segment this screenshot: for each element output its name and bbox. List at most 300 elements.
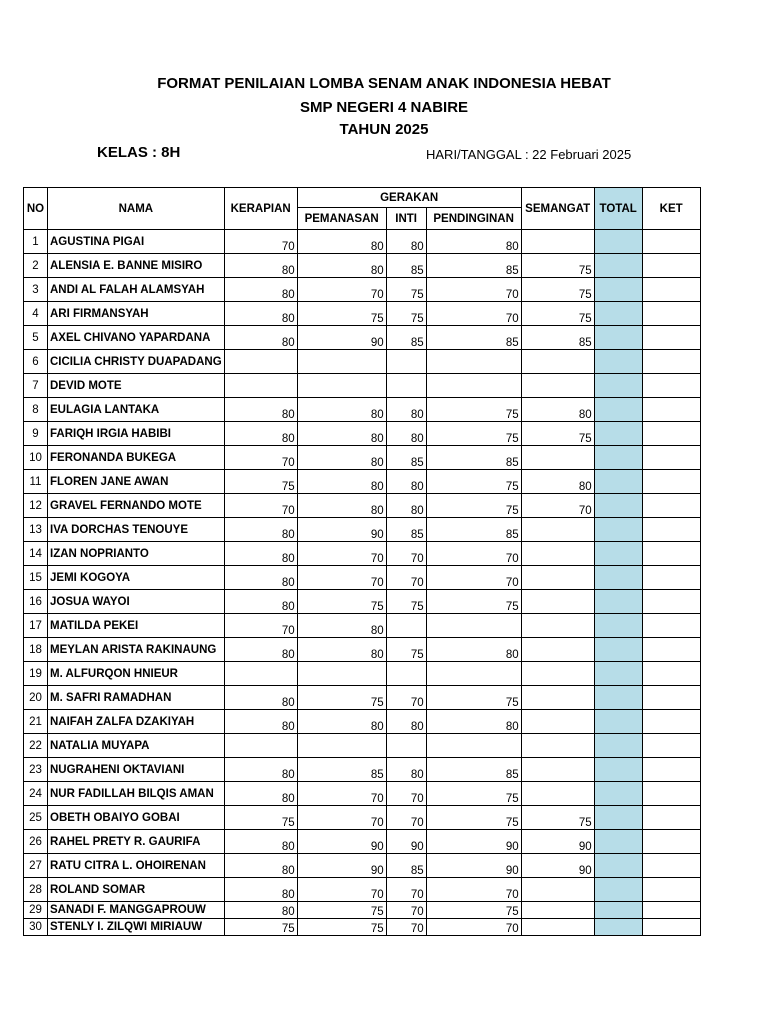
cell-kerapian: 80: [224, 590, 297, 614]
col-header-semangat: SEMANGAT: [521, 188, 594, 230]
cell-pemanasan: 80: [297, 254, 386, 278]
cell-kerapian: 80: [224, 878, 297, 902]
cell-no: 3: [24, 278, 48, 302]
cell-pemanasan: 90: [297, 854, 386, 878]
table-row: [24, 566, 701, 590]
cell-no: 16: [24, 590, 48, 614]
cell-semangat: [521, 614, 594, 638]
cell-inti: 70: [386, 878, 426, 902]
cell-pendinginan: 85: [426, 758, 521, 782]
cell-semangat: [521, 230, 594, 254]
table-row: [24, 374, 701, 398]
cell-pendinginan: 75: [426, 806, 521, 830]
cell-no: 2: [24, 254, 48, 278]
cell-semangat: [521, 782, 594, 806]
table-row: [24, 854, 701, 878]
cell-pendinginan: 75: [426, 902, 521, 919]
cell-nama: MEYLAN ARISTA RAKINAUNG: [48, 638, 225, 662]
col-header-pemanasan: PEMANASAN: [297, 208, 386, 230]
cell-inti: [386, 350, 426, 374]
cell-nama: NAIFAH ZALFA DZAKIYAH: [48, 710, 225, 734]
cell-pemanasan: 85: [297, 758, 386, 782]
cell-nama: AXEL CHIVANO YAPARDANA: [48, 326, 225, 350]
cell-pendinginan: 70: [426, 919, 521, 936]
cell-pendinginan: [426, 374, 521, 398]
cell-nama: RATU CITRA L. OHOIRENAN: [48, 854, 225, 878]
cell-kerapian: 80: [224, 566, 297, 590]
cell-no: 25: [24, 806, 48, 830]
cell-pendinginan: 85: [426, 254, 521, 278]
cell-inti: 70: [386, 542, 426, 566]
cell-ket: [642, 710, 700, 734]
cell-nama: IZAN NOPRIANTO: [48, 542, 225, 566]
cell-kerapian: 80: [224, 638, 297, 662]
cell-kerapian: 80: [224, 302, 297, 326]
cell-total: [594, 374, 642, 398]
cell-total: [594, 422, 642, 446]
cell-inti: 85: [386, 518, 426, 542]
cell-pemanasan: 80: [297, 710, 386, 734]
cell-semangat: 90: [521, 830, 594, 854]
cell-ket: [642, 446, 700, 470]
cell-ket: [642, 398, 700, 422]
cell-inti: [386, 374, 426, 398]
cell-ket: [642, 758, 700, 782]
cell-no: 5: [24, 326, 48, 350]
cell-inti: 75: [386, 302, 426, 326]
cell-no: 9: [24, 422, 48, 446]
cell-semangat: [521, 710, 594, 734]
cell-kerapian: 80: [224, 830, 297, 854]
cell-nama: STENLY I. ZILQWI MIRIAUW: [48, 919, 225, 936]
cell-total: [594, 782, 642, 806]
cell-no: 23: [24, 758, 48, 782]
cell-total: [594, 326, 642, 350]
cell-total: [594, 398, 642, 422]
cell-pemanasan: 70: [297, 878, 386, 902]
cell-no: 1: [24, 230, 48, 254]
cell-total: [594, 758, 642, 782]
col-header-inti: INTI: [386, 208, 426, 230]
cell-ket: [642, 806, 700, 830]
cell-inti: 90: [386, 830, 426, 854]
cell-ket: [642, 302, 700, 326]
cell-semangat: 75: [521, 806, 594, 830]
cell-kerapian: 80: [224, 902, 297, 919]
cell-pemanasan: 80: [297, 470, 386, 494]
cell-ket: [642, 374, 700, 398]
cell-nama: ROLAND SOMAR: [48, 878, 225, 902]
cell-kerapian: [224, 350, 297, 374]
cell-inti: 70: [386, 566, 426, 590]
cell-inti: 85: [386, 326, 426, 350]
cell-pendinginan: 90: [426, 830, 521, 854]
cell-inti: 80: [386, 758, 426, 782]
cell-total: [594, 518, 642, 542]
cell-nama: M. SAFRI RAMADHAN: [48, 686, 225, 710]
cell-kerapian: [224, 734, 297, 758]
table-row: [24, 686, 701, 710]
cell-no: 29: [24, 902, 48, 919]
cell-inti: 75: [386, 638, 426, 662]
table-row: [24, 278, 701, 302]
cell-nama: SANADI F. MANGGAPROUW: [48, 902, 225, 919]
cell-total: [594, 254, 642, 278]
cell-kerapian: 80: [224, 710, 297, 734]
cell-kerapian: [224, 662, 297, 686]
cell-kerapian: 80: [224, 254, 297, 278]
cell-kerapian: 80: [224, 758, 297, 782]
cell-pemanasan: 80: [297, 230, 386, 254]
cell-pendinginan: 75: [426, 782, 521, 806]
table-row: [24, 662, 701, 686]
cell-pemanasan: 80: [297, 494, 386, 518]
cell-no: 28: [24, 878, 48, 902]
cell-ket: [642, 350, 700, 374]
cell-inti: 80: [386, 422, 426, 446]
table-row: [24, 878, 701, 902]
cell-nama: NATALIA MUYAPA: [48, 734, 225, 758]
cell-pendinginan: 70: [426, 278, 521, 302]
cell-semangat: [521, 758, 594, 782]
cell-semangat: 85: [521, 326, 594, 350]
cell-semangat: [521, 662, 594, 686]
table-row: [24, 919, 701, 936]
cell-semangat: [521, 686, 594, 710]
cell-nama: DEVID MOTE: [48, 374, 225, 398]
cell-ket: [642, 254, 700, 278]
cell-pemanasan: 80: [297, 638, 386, 662]
cell-ket: [642, 614, 700, 638]
cell-no: 19: [24, 662, 48, 686]
cell-nama: MATILDA PEKEI: [48, 614, 225, 638]
cell-ket: [642, 278, 700, 302]
cell-pendinginan: 75: [426, 686, 521, 710]
cell-total: [594, 710, 642, 734]
table-row: [24, 830, 701, 854]
cell-nama: EULAGIA LANTAKA: [48, 398, 225, 422]
cell-pemanasan: 80: [297, 614, 386, 638]
cell-kerapian: 80: [224, 854, 297, 878]
col-header-nama: NAMA: [48, 188, 225, 230]
col-header-total: TOTAL: [594, 188, 642, 230]
cell-pendinginan: 80: [426, 638, 521, 662]
cell-ket: [642, 542, 700, 566]
cell-semangat: [521, 919, 594, 936]
cell-pemanasan: 90: [297, 518, 386, 542]
cell-semangat: 70: [521, 494, 594, 518]
cell-pemanasan: [297, 662, 386, 686]
cell-inti: 70: [386, 902, 426, 919]
cell-pemanasan: [297, 734, 386, 758]
cell-nama: NUGRAHENI OKTAVIANI: [48, 758, 225, 782]
cell-pendinginan: 75: [426, 470, 521, 494]
cell-kerapian: 80: [224, 278, 297, 302]
cell-nama: JOSUA WAYOI: [48, 590, 225, 614]
cell-nama: ARI FIRMANSYAH: [48, 302, 225, 326]
cell-pemanasan: [297, 374, 386, 398]
cell-semangat: 80: [521, 470, 594, 494]
table-row: [24, 782, 701, 806]
cell-no: 15: [24, 566, 48, 590]
cell-pemanasan: 70: [297, 542, 386, 566]
table-row: [24, 710, 701, 734]
cell-ket: [642, 734, 700, 758]
cell-ket: [642, 326, 700, 350]
cell-inti: 80: [386, 398, 426, 422]
cell-pendinginan: 75: [426, 494, 521, 518]
cell-semangat: 75: [521, 278, 594, 302]
cell-pemanasan: 80: [297, 422, 386, 446]
cell-total: [594, 902, 642, 919]
cell-ket: [642, 902, 700, 919]
table-row: [24, 422, 701, 446]
cell-total: [594, 686, 642, 710]
cell-nama: OBETH OBAIYO GOBAI: [48, 806, 225, 830]
cell-ket: [642, 566, 700, 590]
cell-pemanasan: 70: [297, 806, 386, 830]
cell-ket: [642, 919, 700, 936]
year-title: TAHUN 2025: [339, 121, 429, 138]
cell-pendinginan: [426, 662, 521, 686]
cell-semangat: [521, 518, 594, 542]
cell-ket: [642, 878, 700, 902]
cell-inti: 70: [386, 782, 426, 806]
cell-pemanasan: 75: [297, 590, 386, 614]
cell-kerapian: 75: [224, 919, 297, 936]
cell-nama: M. ALFURQON HNIEUR: [48, 662, 225, 686]
table-row: [24, 758, 701, 782]
cell-nama: RAHEL PRETY R. GAURIFA: [48, 830, 225, 854]
cell-no: 26: [24, 830, 48, 854]
cell-nama: FERONANDA BUKEGA: [48, 446, 225, 470]
cell-semangat: [521, 350, 594, 374]
cell-semangat: [521, 566, 594, 590]
cell-total: [594, 542, 642, 566]
cell-pemanasan: [297, 350, 386, 374]
date-label: HARI/TANGGAL : 22 Februari 2025: [426, 147, 632, 162]
cell-total: [594, 614, 642, 638]
cell-nama: JEMI KOGOYA: [48, 566, 225, 590]
cell-total: [594, 806, 642, 830]
cell-total: [594, 566, 642, 590]
col-header-kerapian: KERAPIAN: [224, 188, 297, 230]
cell-inti: [386, 662, 426, 686]
cell-no: 21: [24, 710, 48, 734]
table-row: [24, 902, 701, 919]
cell-kerapian: 80: [224, 398, 297, 422]
cell-nama: FLOREN JANE AWAN: [48, 470, 225, 494]
col-header-pendinginan: PENDINGINAN: [426, 208, 521, 230]
class-label: KELAS : 8H: [97, 144, 181, 161]
cell-inti: 70: [386, 686, 426, 710]
cell-no: 17: [24, 614, 48, 638]
cell-kerapian: 80: [224, 422, 297, 446]
table-row: [24, 638, 701, 662]
cell-ket: [642, 518, 700, 542]
cell-pendinginan: 90: [426, 854, 521, 878]
cell-pendinginan: 75: [426, 422, 521, 446]
cell-semangat: [521, 542, 594, 566]
col-header-ket: KET: [642, 188, 700, 230]
cell-pemanasan: 70: [297, 566, 386, 590]
cell-kerapian: 70: [224, 446, 297, 470]
cell-pendinginan: 75: [426, 398, 521, 422]
cell-nama: FARIQH IRGIA HABIBI: [48, 422, 225, 446]
cell-pemanasan: 75: [297, 902, 386, 919]
cell-inti: 70: [386, 919, 426, 936]
cell-pendinginan: 70: [426, 302, 521, 326]
cell-kerapian: 80: [224, 782, 297, 806]
cell-no: 6: [24, 350, 48, 374]
table-row: [24, 806, 701, 830]
cell-total: [594, 494, 642, 518]
cell-semangat: [521, 374, 594, 398]
cell-pendinginan: 70: [426, 878, 521, 902]
cell-total: [594, 446, 642, 470]
table-row: [24, 494, 701, 518]
cell-total: [594, 302, 642, 326]
cell-ket: [642, 230, 700, 254]
document-title: FORMAT PENILAIAN LOMBA SENAM ANAK INDONESIA HEBAT: [157, 75, 611, 92]
table-row: [24, 470, 701, 494]
cell-inti: 85: [386, 254, 426, 278]
cell-inti: 85: [386, 854, 426, 878]
cell-nama: ANDI AL FALAH ALAMSYAH: [48, 278, 225, 302]
cell-total: [594, 230, 642, 254]
cell-ket: [642, 470, 700, 494]
score-table: [23, 187, 701, 936]
cell-no: 7: [24, 374, 48, 398]
cell-semangat: [521, 878, 594, 902]
cell-pendinginan: 70: [426, 566, 521, 590]
cell-pendinginan: 85: [426, 518, 521, 542]
cell-inti: 75: [386, 590, 426, 614]
cell-ket: [642, 422, 700, 446]
cell-ket: [642, 782, 700, 806]
cell-total: [594, 590, 642, 614]
cell-pemanasan: 90: [297, 326, 386, 350]
cell-ket: [642, 662, 700, 686]
cell-pendinginan: 80: [426, 230, 521, 254]
table-row: [24, 734, 701, 758]
cell-pendinginan: [426, 614, 521, 638]
cell-semangat: 75: [521, 254, 594, 278]
cell-pendinginan: 80: [426, 710, 521, 734]
cell-nama: ALENSIA E. BANNE MISIRO: [48, 254, 225, 278]
cell-ket: [642, 854, 700, 878]
cell-no: 22: [24, 734, 48, 758]
cell-semangat: 75: [521, 302, 594, 326]
cell-kerapian: 80: [224, 518, 297, 542]
cell-pemanasan: 80: [297, 398, 386, 422]
cell-kerapian: 75: [224, 470, 297, 494]
cell-total: [594, 734, 642, 758]
table-row: [24, 326, 701, 350]
cell-no: 8: [24, 398, 48, 422]
cell-no: 13: [24, 518, 48, 542]
cell-semangat: [521, 590, 594, 614]
cell-inti: 80: [386, 230, 426, 254]
cell-pendinginan: 85: [426, 326, 521, 350]
cell-ket: [642, 830, 700, 854]
cell-semangat: [521, 446, 594, 470]
table-row: [24, 230, 701, 254]
cell-no: 27: [24, 854, 48, 878]
cell-kerapian: 80: [224, 686, 297, 710]
cell-no: 18: [24, 638, 48, 662]
cell-nama: GRAVEL FERNANDO MOTE: [48, 494, 225, 518]
cell-inti: 70: [386, 806, 426, 830]
cell-no: 20: [24, 686, 48, 710]
cell-nama: AGUSTINA PIGAI: [48, 230, 225, 254]
cell-kerapian: 80: [224, 326, 297, 350]
table-row: [24, 614, 701, 638]
cell-total: [594, 830, 642, 854]
cell-no: 10: [24, 446, 48, 470]
cell-pemanasan: 75: [297, 686, 386, 710]
school-name: SMP NEGERI 4 NABIRE: [299, 99, 469, 116]
cell-inti: [386, 614, 426, 638]
cell-inti: [386, 734, 426, 758]
cell-pemanasan: 90: [297, 830, 386, 854]
cell-pemanasan: 70: [297, 278, 386, 302]
cell-semangat: 80: [521, 398, 594, 422]
table-row: [24, 518, 701, 542]
cell-no: 12: [24, 494, 48, 518]
cell-inti: 80: [386, 494, 426, 518]
table-row: [24, 446, 701, 470]
cell-pemanasan: 80: [297, 446, 386, 470]
table-row: [24, 350, 701, 374]
cell-ket: [642, 494, 700, 518]
cell-inti: 75: [386, 278, 426, 302]
cell-nama: NUR FADILLAH BILQIS AMAN: [48, 782, 225, 806]
cell-total: [594, 878, 642, 902]
cell-semangat: [521, 638, 594, 662]
cell-no: 11: [24, 470, 48, 494]
cell-total: [594, 638, 642, 662]
cell-kerapian: 70: [224, 494, 297, 518]
col-header-no: NO: [24, 188, 48, 230]
table-row: [24, 302, 701, 326]
cell-pemanasan: 75: [297, 919, 386, 936]
cell-semangat: 90: [521, 854, 594, 878]
cell-inti: 80: [386, 470, 426, 494]
cell-ket: [642, 638, 700, 662]
cell-nama: IVA DORCHAS TENOUYE: [48, 518, 225, 542]
cell-total: [594, 662, 642, 686]
cell-pendinginan: 85: [426, 446, 521, 470]
cell-kerapian: [224, 374, 297, 398]
cell-inti: 80: [386, 710, 426, 734]
cell-pendinginan: [426, 350, 521, 374]
cell-no: 30: [24, 919, 48, 936]
cell-total: [594, 278, 642, 302]
cell-no: 24: [24, 782, 48, 806]
cell-semangat: [521, 734, 594, 758]
cell-kerapian: 70: [224, 614, 297, 638]
cell-kerapian: 80: [224, 542, 297, 566]
cell-semangat: [521, 902, 594, 919]
cell-pendinginan: 75: [426, 590, 521, 614]
cell-nama: CICILIA CHRISTY DUAPADANG: [48, 350, 225, 374]
col-header-gerakan: GERAKAN: [297, 188, 521, 208]
table-row: [24, 590, 701, 614]
cell-ket: [642, 590, 700, 614]
cell-no: 4: [24, 302, 48, 326]
cell-total: [594, 854, 642, 878]
